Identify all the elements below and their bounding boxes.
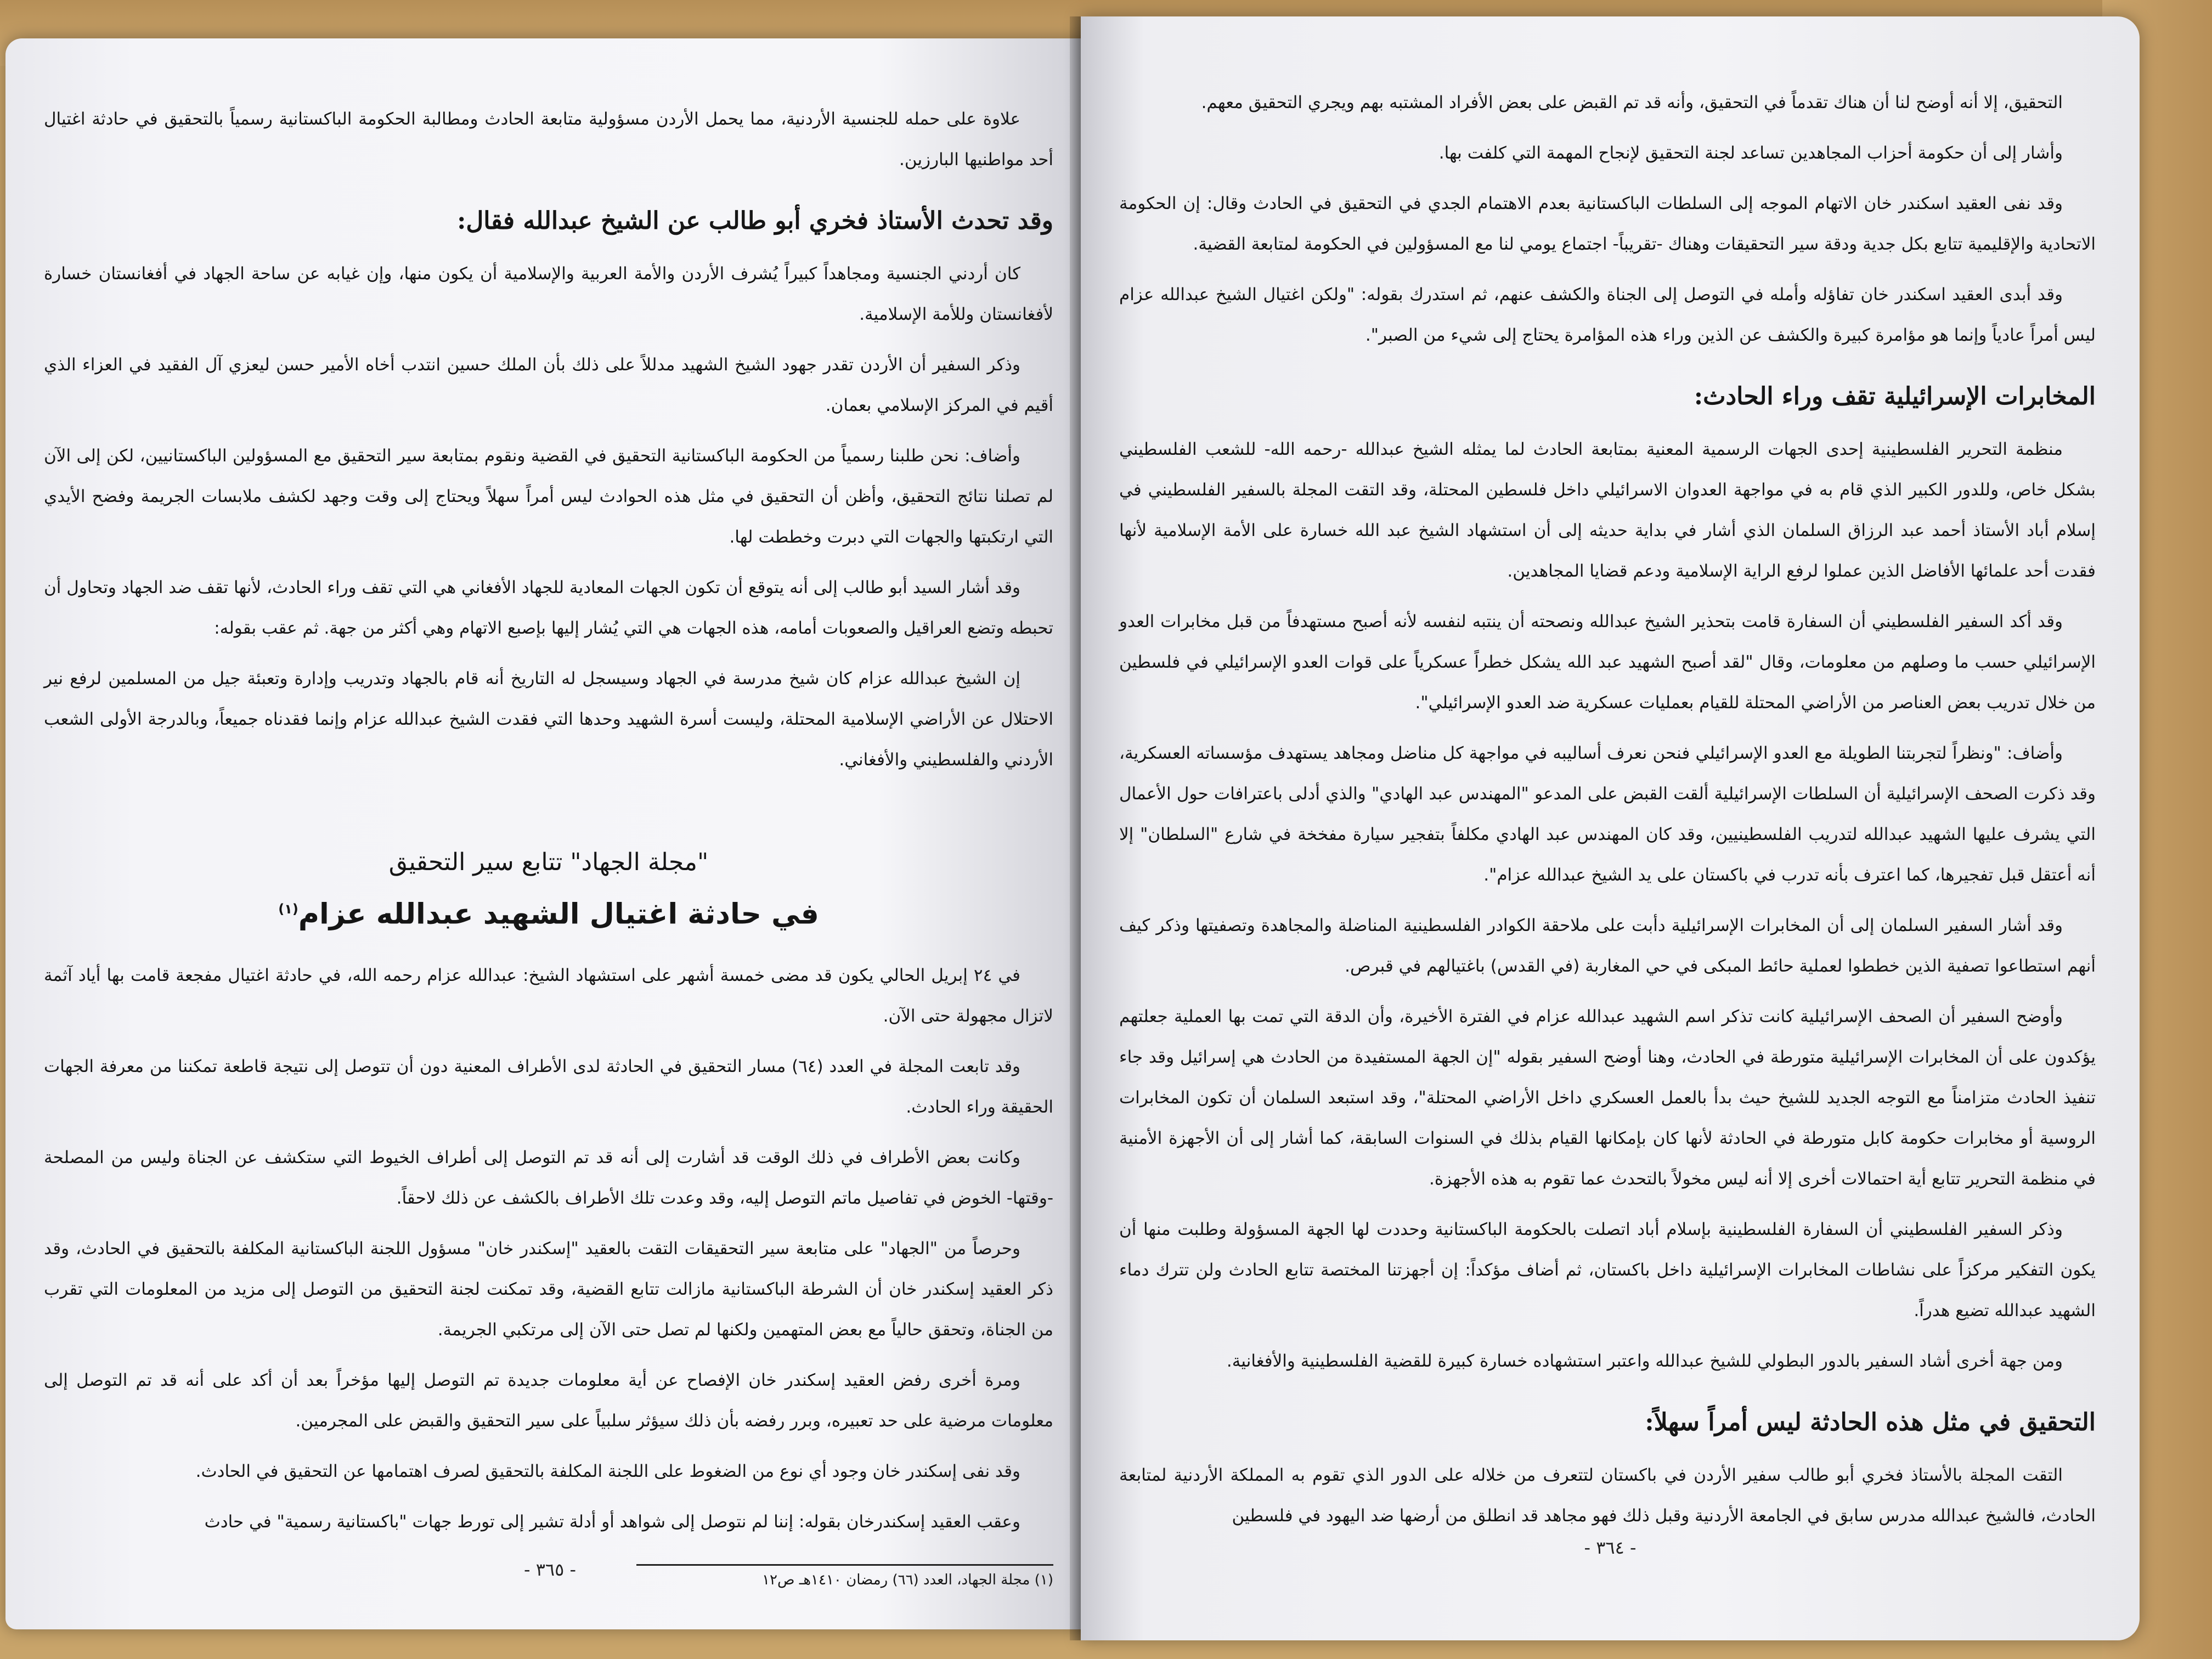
page-number: - ٣٦٥ - [524,1559,576,1580]
right-page-text [1119,82,2096,1546]
paragraph: وقد أشار السيد أبو طالب إلى أنه يتوقع أن تكون الجهات المعادية للجهاد الأفغاني هي التي تقف وراء الحادث، لأنها تقف ضد الجهاد وتحاول أن تحبطه وتضع العراقيل والصعوبات أمامه، هذه الجهات هي التي يُشار إليها بإصبع الاتهام وهي أكثر من جهة. ثم عقب بقوله: [44,578,1053,638]
paragraph: منظمة التحرير الفلسطينية إحدى الجهات الرسمية المعنية بمتابعة الحادث لما يمثله الشيخ عبدالله -رحمه الله- للشعب الفلسطيني بشكل خاص، وللدور الكبير الذي قام به في مواجهة العدوان الاسرائيلي داخل فلسطين المحتلة، وقد التقت المجلة بالسفير الفلسطيني في إسلام أباد الأستاذ أحمد عبد الرزاق السلمان الذي أشار في بداية حديثه إلى أن استشهاد الشيخ عبد الله خسارة على الأمة الإسلامية لأنها فقدت أحد علمائها الأفاضل الذين عملوا لرفع الراية الإسلامية ودعم قضايا المجاهدين. [1119,439,2096,581]
paragraph: وأشار إلى أن حكومة أحزاب المجاهدين تساعد لجنة التحقيق لإنجاح المهمة التي كلفت بها. [1438,143,2063,163]
section-title: "مجلة الجهاد" تتابع سير التحقيق [388,848,709,876]
paragraph: وأضاف: "ونظراً لتجربتنا الطويلة مع العدو الإسرائيلي فنحن نعرف أساليبه في مواجهة كل مناضل ومجاهد يستهدف مؤسساته العسكرية، وقد ذكرت الصحف الإسرائيلية أن السلطات الإسرائيلية ألقت القبض على المدعو "المهندس عبد الهادي" والذي أدلى باعترافات حول الأعمال التي يشرف عليها الشهيد عبدالله لتدريب الفلسطينيين، وقد كان المهندس عبد الهادي مكلفاً بتفجير سيارة مفخخة في شارع "السلطان" إلا أنه أعتقل قبل تفجيرها، كما اعترف بأنه تدرب في باكستان على يد الشيخ عبدالله عزام". [1119,743,2096,885]
section-title-main [44,884,1053,939]
paragraph: وقد أكد السفير الفلسطيني أن السفارة قامت بتحذير الشيخ عبدالله ونصحته أن ينتبه لنفسه لأنه أصبح مستهدفاً من قبل مخابرات العدو الإسرائيلي حسب ما وصلهم من معلومات، وقال "لقد أصبح الشهيد عبد الله يشكل خطراً عسكرياً على قوات العدو الإسرائيلي في فلسطين من خلال تدريب بعض العناصر من الأراضي المحتلة للقيام بعمليات عسكرية ضد العدو الإسرائيلي". [1119,612,2096,713]
paragraph: وذكر السفير الفلسطيني أن السفارة الفلسطينية بإسلام أباد اتصلت بالحكومة الباكستانية وحددت لها الجهة المسؤولة وطلبت منها أن يكون التفكير مركزاً على نشاطات المخابرات الإسرائيلية داخل باكستان، ثم أضاف مؤكداً: إن أجهزتنا المختصة تتابع الحادث ولن تترك دماء الشهيد عبدالله تضيع هدراً. [1119,1220,2096,1321]
paragraph: ومرة أخرى رفض العقيد إسكندر خان الإفصاح عن أية معلومات جديدة تم التوصل إليها مؤخراً بعد أن أكد على أنه قد تم التوصل إلى معلومات مرضية على حد تعبيره، وبرر رفضه بأن ذلك سيؤثر سلبياً على سير التحقيق والقبض على المجرمين. [44,1370,1053,1431]
open-book [5,16,2145,1657]
footnote: (١) مجلة الجهاد، العدد (٦٦) رمضان ١٤١٠هـ ص١٢ [762,1572,1053,1589]
paragraph: وكانت بعض الأطراف في ذلك الوقت قد أشارت إلى أنه قد تم التوصل إلى أطراف الخيوط التي ستكشف عن الجناة وليس من المصلحة -وقتها- الخوض في تفاصيل ماتم التوصل إليه، وقد وعدت تلك الأطراف بالكشف عن ذلك لاحقاً. [44,1148,1053,1209]
paragraph: التقت المجلة بالأستاذ فخري أبو طالب سفير الأردن في باكستان لتتعرف من خلاله على الدور الذي تقوم به المملكة الأردنية لمتابعة الحادث، فالشيخ عبدالله مدرس سابق في الجامعة الأردنية وقبل ذلك فهو مجاهد قد انطلق من أرضها ضد اليهود في فلسطين [1119,1465,2096,1526]
paragraph: وقد تابعت المجلة في العدد (٦٤) مسار التحقيق في الحادثة لدى الأطراف المعنية دون أن تتوصل إلى نتيجة قاطعة تمكننا من معرفة الجهات الحقيقة وراء الحادث. [44,1057,1053,1118]
subheading: المخابرات الإسرائيلية تقف وراء الحادث: [1694,382,2096,410]
left-page-text [44,99,1053,1591]
section-title-text: في حادثة اغتيال الشهيد عبدالله عزام [298,898,819,931]
subheading: وقد تحدث الأستاذ فخري أبو طالب عن الشيخ عبدالله فقال: [457,207,1053,235]
paragraph: وأوضح السفير أن الصحف الإسرائيلية كانت تذكر اسم الشهيد عبدالله عزام في الفترة الأخيرة، وأن الدقة التي تمت بها العملية جعلتهم يؤكدون على أن المخابرات الإسرائيلية متورطة في الحادث، وهنا أوضح السفير بقوله "إن الجهة المستفيدة من الحادث هي إسرائيل وقد جاء تنفيذ الحادث متزامناً مع التوجه الجديد للشيخ حيث بدأ بالعمل العسكري داخل الأراضي المحتلة"، وقد استبعد السلمان أن تكون المخابرات الروسية أو مخابرات حكومة كابل متورطة في الحادثة لأنها كان بإمكانها القيام بذلك في السنوات السابقة، كما أشار إلى أن الأجهزة الأمنية في منظمة التحرير تتابع أية احتمالات أخرى إلا أنه ليس مخولاً بالتحدث عما تقوم به هذه الأجهزة. [1119,1007,2096,1189]
paragraph: وذكر السفير أن الأردن تقدر جهود الشيخ الشهيد مدللاً على ذلك بأن الملك حسين انتدب أخاه الأمير حسن ليعزي آل الفقيد في العزاء الذي أقيم في المركز الإسلامي بعمان. [44,355,1053,415]
paragraph: وقد أبدى العقيد اسكندر خان تفاؤله وأمله في التوصل إلى الجناة والكشف عنهم، ثم استدرك بقوله: "ولكن اغتيال الشيخ عبدالله عزام ليس أمراً عادياً وإنما هو مؤامرة كبيرة والكشف عن الذين وراء هذه المؤامرة يحتاج إلى شيء من الصبر". [1119,285,2096,345]
paragraph: كان أردني الجنسية ومجاهداً كبيراً يُشرف الأردن والأمة العربية والإسلامية أن يكون منها، وإن غيابه عن ساحة الجهاد في أفغانستان خسارة لأفغانستان وللأمة الإسلامية. [44,264,1053,324]
paragraph: وعقب العقيد إسكندرخان بقوله: إننا لم نتوصل إلى شواهد أو أدلة تشير إلى تورط جهات "باكستانية رسمية" في حادث [204,1512,1020,1532]
paragraph: في ٢٤ إبريل الحالي يكون قد مضى خمسة أشهر على استشهاد الشيخ: عبدالله عزام رحمه الله، في حادثة اغتيال مفجعة قامت بها أياد آثمة لاتزال مجهولة حتى الآن. [44,966,1053,1026]
paragraph: علاوة على حمله للجنسية الأردنية، مما يحمل الأردن مسؤولية متابعة الحادث ومطالبة الحكومة الباكستانية رسمياً بالتحقيق في حادثة اغتيال أحد مواطنيها البارزين. [44,109,1053,170]
footnote-marker: (١) [278,901,298,917]
right-page [1081,16,2140,1640]
page-number: - ٣٦٤ - [1584,1537,1637,1558]
paragraph: وقد أشار السفير السلمان إلى أن المخابرات الإسرائيلية دأبت على ملاحقة الكوادر الفلسطينية المناضلة والمجاهدة وتصفيتها وذكر كيف أنهم استطاعوا تصفية الذين خططوا لعملية حائط المبكى في حي المغاربة (في القدس) باغتيالهم في قبرص. [1119,916,2096,976]
paragraph: وقد نفى العقيد اسكندر خان الاتهام الموجه إلى السلطات الباكستانية بعدم الاهتمام الجدي في التحقيق في الحادث وقال: إن الحكومة الاتحادية والإقليمية تتابع بكل جدية ودقة سير التحقيقات وهناك -تقريباً- اجتماع يومي لنا مع المسؤولين في الحكومة لمتابعة القضية. [1119,194,2096,254]
paragraph: وأضاف: نحن طلبنا رسمياً من الحكومة الباكستانية التحقيق في القضية ونقوم بمتابعة سير التحقيق مع المسؤولين الباكستانيين، لكن إلى الآن لم تصلنا نتائج التحقيق، وأظن أن التحقيق في مثل هذه الحوادث ليس أمراً سهلاً ويحتاج إلى وقت وجهد لكشف ملابسات الجريمة وفضح الأيدي التي ارتكبتها والجهات التي دبرت وخططت لها. [44,446,1053,547]
left-page [5,38,1094,1629]
paragraph: التحقيق، إلا أنه أوضح لنا أن هناك تقدماً في التحقيق، وأنه قد تم القبض على بعض الأفراد المشتبه بهم ويجري التحقيق معهم. [1201,93,2063,112]
paragraph: إن الشيخ عبدالله عزام كان شيخ مدرسة في الجهاد وسيسجل له التاريخ أنه قام بالجهاد وتدريب وإدارة وتعبئة جيل من المسلمين لرفع نير الاحتلال عن الأراضي الإسلامية المحتلة، وليست أسرة الشهيد وحدها التي فقدت الشيخ عبدالله عزام وإنما فقدناه جميعاً، وبالدرجة الأولى الشعب الأردني والفلسطيني والأفغاني. [44,669,1053,770]
paragraph: ومن جهة أخرى أشاد السفير بالدور البطولي للشيخ عبدالله واعتبر استشهاده خسارة كبيرة للقضية الفلسطينية والأفغانية. [1226,1351,2063,1371]
subheading: التحقيق في مثل هذه الحادثة ليس أمراً سهلاً: [1645,1408,2096,1436]
paragraph: وحرصاً من "الجهاد" على متابعة سير التحقيقات التقت بالعقيد "إسكندر خان" مسؤول اللجنة الباكستانية المكلفة بالتحقيق في الحادث، وقد ذكر العقيد إسكندر خان أن الشرطة الباكستانية مازالت تتابع القضية، وقد تمكنت لجنة التحقيق من التوصل إلى مزيد من المعلومات التي تقرب من الجناة، وتحقق حالياً مع بعض المتهمين ولكنها لم تصل حتى الآن إلى مرتكبي الجريمة. [44,1239,1053,1340]
paragraph: وقد نفى إسكندر خان وجود أي نوع من الضغوط على اللجنة المكلفة بالتحقيق لصرف اهتمامها عن التحقيق في الحادث. [195,1462,1020,1482]
